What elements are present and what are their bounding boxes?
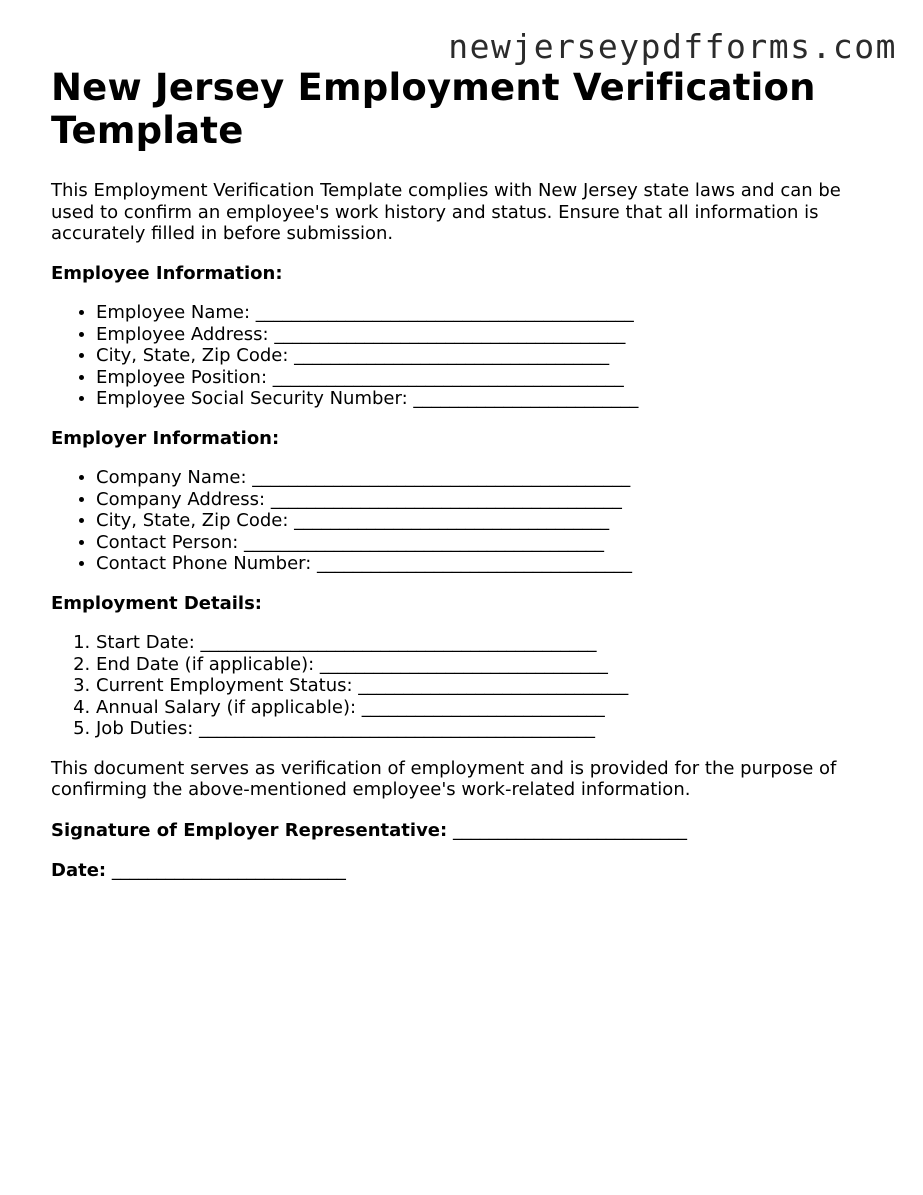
employer-field-list <box>51 467 871 575</box>
employment-details-heading: Employment Details: <box>51 592 263 614</box>
company-name-field[interactable]: • Company Name: __________________________________________ <box>96 467 871 489</box>
watermark: newjerseypdfforms.com <box>448 27 897 66</box>
employee-city-state-zip-field[interactable]: • City, State, Zip Code: ___________________________________ <box>96 345 871 367</box>
employee-address-field[interactable]: • Employee Address: _______________________________________ <box>96 324 871 346</box>
employment-status-field[interactable]: 3. Current Employment Status: ______________________________ <box>96 675 871 697</box>
employee-position-field[interactable]: • Employee Position: _______________________________________ <box>96 367 871 389</box>
employer-section-heading: Employer Information: <box>51 427 280 449</box>
end-date-field[interactable]: 2. End Date (if applicable): ________________________________ <box>96 654 871 676</box>
signature-line <box>51 820 871 842</box>
employee-field-list <box>51 302 871 410</box>
employment-details-list <box>51 632 871 740</box>
employee-ssn-field[interactable]: • Employee Social Security Number: _________________________ <box>96 388 871 410</box>
document-page <box>51 66 871 882</box>
contact-person-field[interactable]: • Contact Person: ________________________________________ <box>96 532 871 554</box>
intro-paragraph: This Employment Verification Template complies with New Jersey state laws and can be used to confirm an employee's work history and status. Ensure that all information is accurately filled in before submission. <box>51 180 841 244</box>
date-field[interactable]: __________________________ <box>106 860 346 881</box>
date-label: Date: <box>51 860 107 881</box>
employer-city-state-zip-field[interactable]: • City, State, Zip Code: ___________________________________ <box>96 510 871 532</box>
employee-name-field[interactable]: • Employee Name: __________________________________________ <box>96 302 871 324</box>
company-address-field[interactable]: • Company Address: _______________________________________ <box>96 489 871 511</box>
page-title: New Jersey Employment Verification Template <box>51 66 816 152</box>
start-date-field[interactable]: 1. Start Date: ____________________________________________ <box>96 632 871 654</box>
signature-field[interactable]: __________________________ <box>447 819 687 841</box>
job-duties-field[interactable]: 5. Job Duties: ____________________________________________ <box>96 718 871 740</box>
closing-paragraph: This document serves as verification of employment and is provided for the purpose of confirming the above-mentioned employee's work-related information. <box>51 757 837 800</box>
annual-salary-field[interactable]: 4. Annual Salary (if applicable): ___________________________ <box>96 697 871 719</box>
employee-section-heading: Employee Information: <box>51 262 283 284</box>
contact-phone-field[interactable]: • Contact Phone Number: ___________________________________ <box>96 553 871 575</box>
date-line <box>51 860 871 882</box>
signature-label: Signature of Employer Representative: <box>51 819 448 841</box>
